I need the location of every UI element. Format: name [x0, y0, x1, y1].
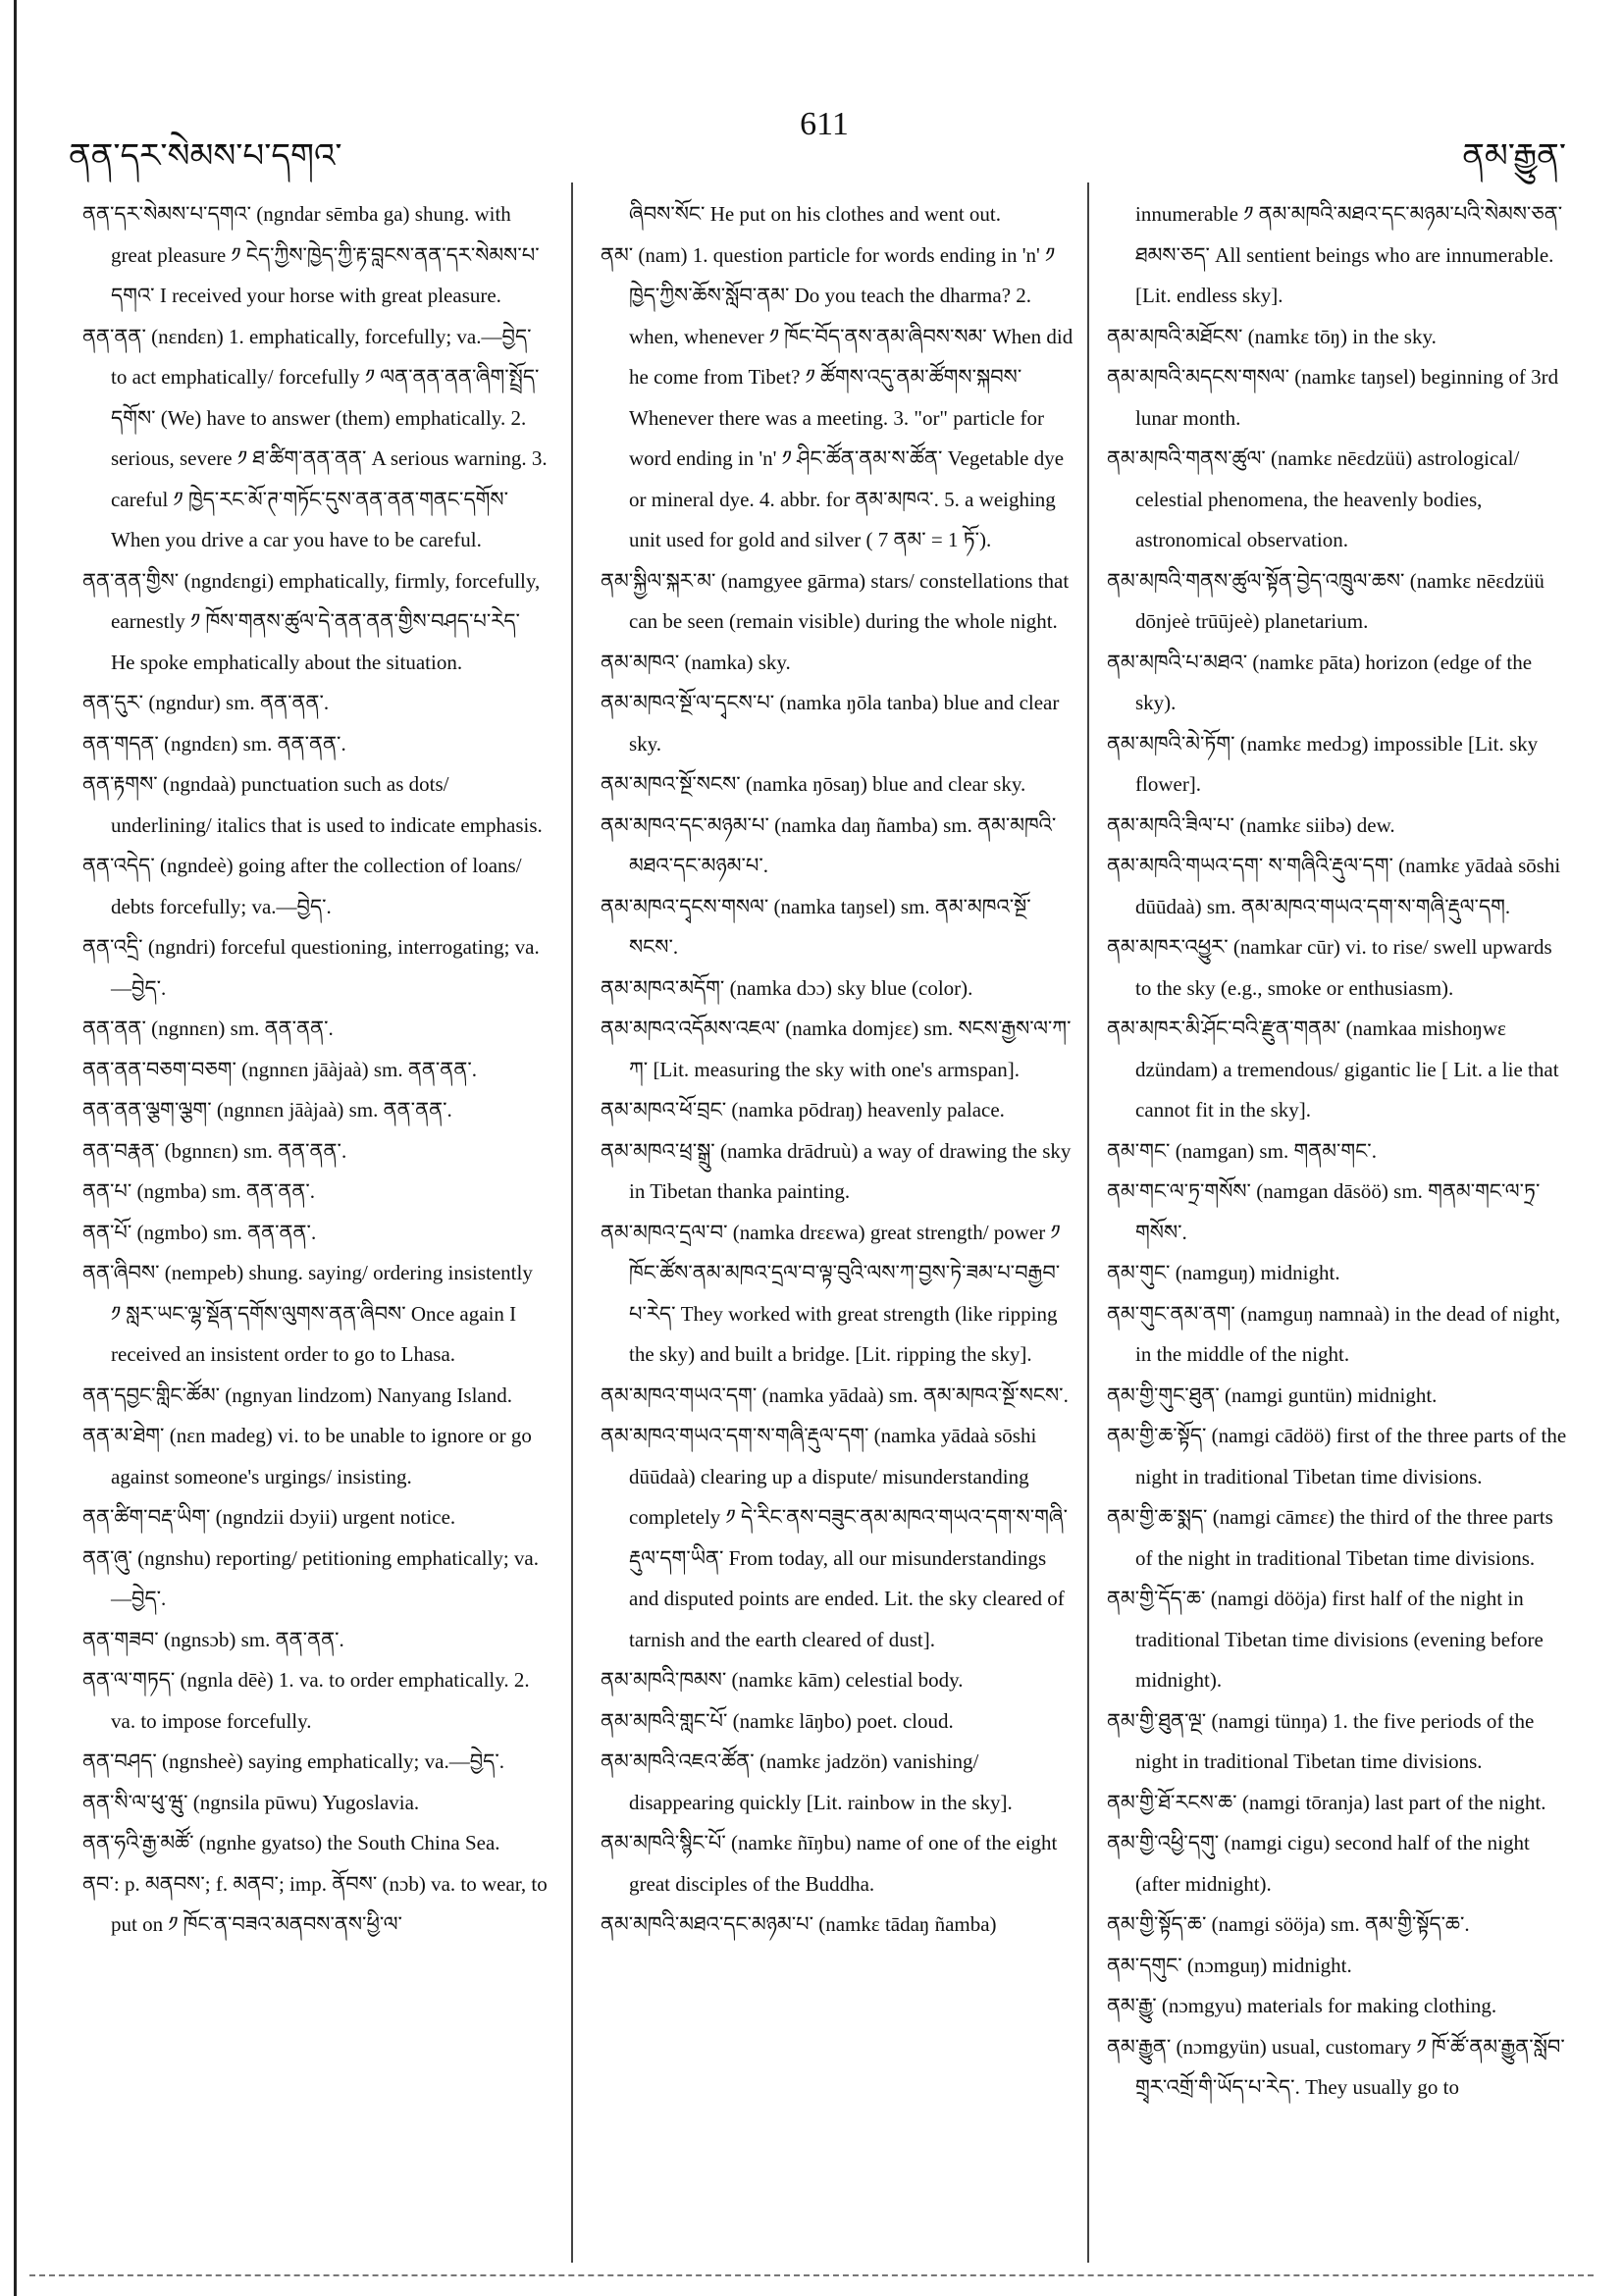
dictionary-entry: ནན་ཚིག་བརྡ་ཡིག་ (ngndzii dɔyii) urgent notice.	[82, 1505, 456, 1529]
dictionary-entry: ནན་སི་ལ་ཕུ་ཝུ་ (ngnsila pūwu) Yugoslavia.	[82, 1790, 420, 1814]
dictionary-entry: ནམ་མཁར་མི་ཤོང་བའི་རྫུན་གནམ་ (namkaa mishoŋwɛ dzündam) a tremendous/ gigantic lie [ Lit. a lie that cannot fit in the sky].	[1107, 1017, 1559, 1122]
dictionary-entry: ནན་བརྣན་ (bgnnɛn) sm. ནན་ནན་.	[82, 1138, 347, 1163]
dictionary-entry: ནམ་མཁའ་དྭངས་གསལ་ (namka taŋsel) sm. ནམ་མཁའ་སྔོ་སངས་.	[601, 894, 1031, 959]
column-left	[82, 194, 548, 2265]
dictionary-entry: ནམ་མཁའ་ཕྲ་སྒྲུ་ (namka drādruù) a way of drawing the sky in Tibetan thanka painting.	[601, 1138, 1072, 1203]
guide-word-right: ནམ་རྒྱུན་	[1462, 136, 1566, 176]
dictionary-entry: ནམ་གྱི་ཐོ་རངས་ཆ་ (namgi tōranja) last part of the night.	[1107, 1790, 1546, 1814]
dictionary-entry: ནམ་སྐྱིལ་སྐར་མ་ (namgyee gārma) stars/ constellations that can be seen (remain visible) during the whole night.	[601, 568, 1070, 633]
dictionary-entry: ནམ་གྱི་སྟོད་ཆ་ (namgi sööja) sm. ནམ་གྱི་སྟོད་ཆ་.	[1107, 1912, 1470, 1936]
dictionary-entry: ནམ་ (nam) 1. question particle for words ending in 'n' ༡ ཁྱེད་ཀྱིས་ཆོས་སློབ་ནམ་ Do you teach the dharma? 2. when, whenever ༡ ཁོང་བོད་ནས་ནམ་ཞིབས་སམ་ When did he come from Tibet? ༡ ཚོགས་འདུ་ནམ་ཚོགས་སྐབས་ Whenever there was a meeting. 3. "or" particle for word ending in 'n' ༡ ཤིང་ཚོན་ནམ་ས་ཚོན་ Vegetable dye or mineral dye. 4. abbr. for ནམ་མཁའ་. 5. a weighing unit used for gold and silver ( 7 ནམ་ = 1 ཏོ་).	[601, 242, 1073, 551]
dictionary-entry: ནམ་གུང་ནམ་ནག་ (namguŋ namnaà) in the dead of night, in the middle of the night.	[1107, 1301, 1560, 1366]
dictionary-entry: ནམ་མཁའ་འདོམས་འཇལ་ (namka domjɛɛ) sm. སངས་རྒྱས་ལ་ཀ་ཀ་ [Lit. measuring the sky with one's armspan].	[601, 1017, 1072, 1081]
column-divider-1	[571, 183, 573, 2263]
dictionary-entry: ནམ་གྱི་ཐུན་ལྔ་ (namgi tünŋa) 1. the five periods of the night in traditional Tibetan time divisions.	[1107, 1708, 1535, 1773]
dictionary-entry: ནམ་གྱི་གུང་ཐུན་ (namgi guntün) midnight.	[1107, 1383, 1438, 1407]
dictionary-entry: ནན་ནན་ལྕག་ལྕག་ (ngnnɛn jāàjaà) sm. ནན་ནན་.	[82, 1098, 452, 1122]
dictionary-entry: ནམ་མཁའ་མདོག་ (namka dɔɔ) sky blue (color).	[601, 975, 973, 1000]
dictionary-entry: ནན་དར་སེམས་པ་དགའ་ (ngndar sēmba ga) shung. with great pleasure ༡ ངེད་ཀྱིས་ཁྱེད་ཀྱི་རྟ་བླངས་ནན་དར་སེམས་པ་དགའ་ I received your horse with great pleasure.	[82, 202, 540, 307]
guide-word-left: ནན་དར་སེམས་པ་དགའ་	[69, 136, 342, 176]
dictionary-entry: ནན་འདེད་ (ngndeè) going after the collection of loans/ debts forcefully; va.—བྱེད་.	[82, 854, 522, 918]
dictionary-entry: ནམ་མཁའི་སྙིང་པོ་ (namkɛ ñīŋbu) name of one of the eight great disciples of the Buddha.	[601, 1831, 1058, 1896]
dictionary-entry: ནམ་མཁའི་མདངས་གསལ་ (namkɛ taŋsel) beginning of 3rd lunar month.	[1107, 365, 1559, 430]
column-right	[1107, 194, 1568, 2265]
column-middle	[601, 194, 1075, 2265]
dictionary-entry: ནམ་གུང་ (namguŋ) midnight.	[1107, 1261, 1340, 1284]
bottom-edge-rule	[29, 2274, 1594, 2276]
dictionary-entry: ནན་མ་ཐེག་ (nɛn madeg) vi. to be unable to ignore or go against someone's urgings/ insisting.	[82, 1424, 532, 1488]
dictionary-entry: ནན་རྟགས་ (ngndaà) punctuation such as dots/ underlining/ italics that is used to indicate emphasis.	[82, 772, 543, 837]
dictionary-entry: ནམ་རྒྱུ་ (nɔmgyu) materials for making clothing.	[1107, 1994, 1497, 2017]
dictionary-entry: ནན་ཞིབས་ (nempeb) shung. saying/ ordering insistently ༡ སླར་ཡང་ལྷ་སྡོན་དགོས་ལུགས་ནན་ཞིབས་ Once again I received an insistent order to go to Lhasa.	[82, 1261, 533, 1366]
entry-continuation: innumerable ༡ ནམ་མཁའི་མཐའ་དང་མཉམ་པའི་སེམས་ཅན་ཐམས་ཅད་ All sentient beings who are innumerable. [Lit. endless sky].	[1135, 202, 1563, 307]
dictionary-entry: ནམ་མཁའ་དང་མཉམ་པ་ (namka daŋ ñamba) sm. ནམ་མཁའི་མཐའ་དང་མཉམ་པ་.	[601, 812, 1057, 877]
dictionary-entry: ནམ་གྱི་ཆ་སྨད་ (namgi cāmɛɛ) the third of the three parts of the night in traditional Tibetan time divisions.	[1107, 1505, 1553, 1570]
binding-edge-rule	[14, 0, 17, 2296]
dictionary-entry: ནན་འདྲི་ (ngndri) forceful questioning, interrogating; va.—བྱེད་.	[82, 935, 540, 1000]
dictionary-entry: ནན་དབྱང་གླིང་ཚོམ་ (ngnyan lindzom) Nanyang Island.	[82, 1383, 512, 1407]
dictionary-entry: ནམ་མཁའི་མཐོངས་ (namkɛ tōŋ) in the sky.	[1107, 324, 1437, 348]
page-number: 611	[800, 106, 849, 142]
dictionary-entry: ནམ་མཁའ་ (namka) sky.	[601, 650, 791, 674]
dictionary-entry: ནམ་མཁའི་མེ་ཏོག་ (namkɛ medɔg) impossible [Lit. sky flower].	[1107, 731, 1539, 796]
column-divider-2	[1087, 183, 1089, 2263]
dictionary-entry: ནམ་མཁའི་གནས་ཚུལ་ (namkɛ nēɛdzüü) astrological/ celestial phenomena, the heavenly bodies, astronomical observation.	[1107, 446, 1520, 551]
dictionary-entry: ནམ་གང་ལ་ཏྲ་གསོས་ (namgan dāsöö) sm. གནམ་གང་ལ་ཏྲ་གསོས་.	[1107, 1179, 1541, 1244]
dictionary-entry: ནབ་: p. མནབས་; f. མནབ་; imp. ནོབས་ (nɔb) va. to wear, to put on ༡ ཁོང་ན་བཟའ་མནབས་ནས་ཕྱི་ལ་	[82, 1871, 548, 1936]
dictionary-entry: ནན་ནན་ (ngnnɛn) sm. ནན་ནན་.	[82, 1017, 334, 1040]
dictionary-entry: ནམ་དགུང་ (nɔmguŋ) midnight.	[1107, 1953, 1352, 1977]
dictionary-entry: ནམ་མཁའ་གཡའ་དག་ས་གཞི་རྡུལ་དག་ (namka yādaà sōshi dūūdaà) clearing up a dispute/ misunderstanding completely ༡ དེ་རིང་ནས་བཟུང་ནམ་མཁའ་གཡའ་དག་ས་གཞི་རྡུལ་དག་ཡིན་ From today, all our misunderstandings and disputed points are ended. Lit. the sky cleared of tarnish and the earth cleared of dust].	[601, 1424, 1069, 1651]
dictionary-entry: ནན་གཟབ་ (ngnsɔb) sm. ནན་ནན་.	[82, 1627, 344, 1651]
dictionary-entry: ནན་ནན་ (nɛndɛn) 1. emphatically, forcefully; va.—བྱེད་ to act emphatically/ forcefully ༡ ལན་ནན་ནན་ཞིག་སྤྲོད་དགོས་ (We) have to answer (them) emphatically. 2. serious, severe ༡ ཐ་ཚིག་ནན་ནན་ A serious warning. 3. careful ༡ ཁྱེད་རང་མོ་ཊ་གཏོང་དུས་ནན་ནན་གནང་དགོས་ When you drive a car you have to be careful.	[82, 324, 548, 551]
dictionary-entry: ནམ་གྱི་དོད་ཆ་ (namgi dööja) first half of the night in traditional Tibetan time divisions (evening before midnight).	[1107, 1587, 1544, 1692]
dictionary-entry: ནམ་མཁའི་ཟིལ་པ་ (namkɛ siibə) dew.	[1107, 812, 1395, 837]
dictionary-entry: ནམ་མཁའི་པ་མཐའ་ (namkɛ pāta) horizon (edge of the sky).	[1107, 650, 1533, 714]
dictionary-entry: ནམ་གྱི་ཆ་སྟོད་ (namgi cādöö) first of the three parts of the night in traditional Tibetan time divisions.	[1107, 1424, 1567, 1488]
dictionary-entry: ནམ་གྱི་འཕྱི་དགུ་ (namgi cigu) second half of the night (after midnight).	[1107, 1831, 1530, 1896]
dictionary-entry: ནམ་མཁའི་གླང་པོ་ (namkɛ lāŋbo) poet. cloud.	[601, 1708, 954, 1733]
dictionary-entry: ནམ་མཁའི་མཐའ་དང་མཉམ་པ་ (namkɛ tādaŋ ñamba)	[601, 1912, 997, 1936]
dictionary-entry: ནམ་མཁར་འཕྱུར་ (namkar cūr) vi. to rise/ swell upwards to the sky (e.g., smoke or enthusiasm).	[1107, 935, 1552, 1000]
dictionary-entry: ནན་དུར་ (ngndur) sm. ནན་ནན་.	[82, 691, 330, 714]
dictionary-entry: ནན་བཤད་ (ngnsheè) saying emphatically; va.—བྱེད་.	[82, 1749, 504, 1773]
dictionary-entry: ནན་ལ་གཏད་ (ngnla dēè) 1. va. to order emphatically. 2. va. to impose forcefully.	[82, 1668, 530, 1733]
dictionary-entry: ནན་ནན་བཅག་བཅག་ (ngnnɛn jāàjaà) sm. ནན་ནན་.	[82, 1057, 477, 1081]
dictionary-entry: ནམ་མཁའ་སྔོ་ལ་དྭངས་པ་ (namka ŋōla tanba) blue and clear sky.	[601, 691, 1060, 756]
dictionary-entry: ནམ་མཁའ་སྔོ་སངས་ (namka ŋōsaŋ) blue and clear sky.	[601, 772, 1026, 796]
dictionary-entry: ནམ་མཁའ་གཡའ་དག་ (namka yādaà) sm. ནམ་མཁའ་སྔོ་སངས་.	[601, 1383, 1069, 1407]
dictionary-entry: ནན་པོ་ (ngmbo) sm. ནན་ནན་.	[82, 1220, 317, 1244]
dictionary-entry: ནམ་མཁའི་གཡའ་དག་ ས་གཞིའི་རྡུལ་དག་ (namkɛ yādaà sōshi dūūdaà) sm. ནམ་མཁའ་གཡའ་དག་ས་གཞི་རྡུལ་དག.	[1107, 854, 1561, 918]
dictionary-entry: ནན་ཞུ་ (ngnshu) reporting/ petitioning emphatically; va.—བྱེད་.	[82, 1545, 539, 1610]
dictionary-entry: ནན་པ་ (ngmba) sm. ནན་ནན་.	[82, 1179, 316, 1203]
dictionary-entry: ནན་ནན་གྱིས་ (ngndɛngi) emphatically, firmly, forcefully, earnestly ༡ ཁོས་གནས་ཚུལ་དེ་ནན་ནན་གྱིས་བཤད་པ་རེད་ He spoke emphatically about the situation.	[82, 568, 541, 674]
dictionary-entry: ནམ་གང་ (namgan) sm. གནམ་གང་.	[1107, 1138, 1377, 1163]
dictionary-entry: ནམ་མཁའ་དྲལ་བ་ (namka drɛɛwa) great strength/ power ༡ ཁོང་ཚོས་ནམ་མཁའ་དྲལ་བ་ལྟ་བུའི་ལས་ཀ་བྱས་ཏེ་ཟམ་པ་བརྒྱབ་པ་རེད་ They worked with great strength (like ripping the sky) and built a bridge. [Lit. ripping the sky].	[601, 1220, 1061, 1366]
dictionary-entry: ནམ་རྒྱུན་ (nɔmgyün) usual, customary ༡ ཁོ་ཚོ་ནམ་རྒྱུན་སློབ་གྲྭར་འགྲོ་གི་ཡོད་པ་རེད་. They usually go to	[1107, 2034, 1565, 2099]
dictionary-entry: ནམ་མཁའི་ཁམས་ (namkɛ kām) celestial body.	[601, 1668, 964, 1692]
entry-continuation: ཞིབས་སོང་ He put on his clothes and went out.	[629, 202, 1001, 226]
dictionary-entry: ནམ་མཁའ་ཕོ་བྲང་ (namka pōdraŋ) heavenly palace.	[601, 1098, 1005, 1122]
dictionary-entry: ནམ་མཁའི་གནས་ཚུལ་སྟོན་བྱེད་འཁྲུལ་ཆས་ (namkɛ nēɛdzüü dōnjeè trūūjeè) planetarium.	[1107, 568, 1544, 633]
dictionary-entry: ནན་གདན་ (ngndɛn) sm. ནན་ནན་.	[82, 731, 346, 756]
dictionary-entry: ནན་ཧའི་རྒྱ་མཚོ་ (ngnhe gyatso) the South China Sea.	[82, 1831, 500, 1854]
page-header	[0, 106, 1623, 176]
dictionary-entry: ནམ་མཁའི་འཇའ་ཚོན་ (namkɛ jadzön) vanishing/ disappearing quickly [Lit. rainbow in the sky].	[601, 1749, 1013, 1814]
